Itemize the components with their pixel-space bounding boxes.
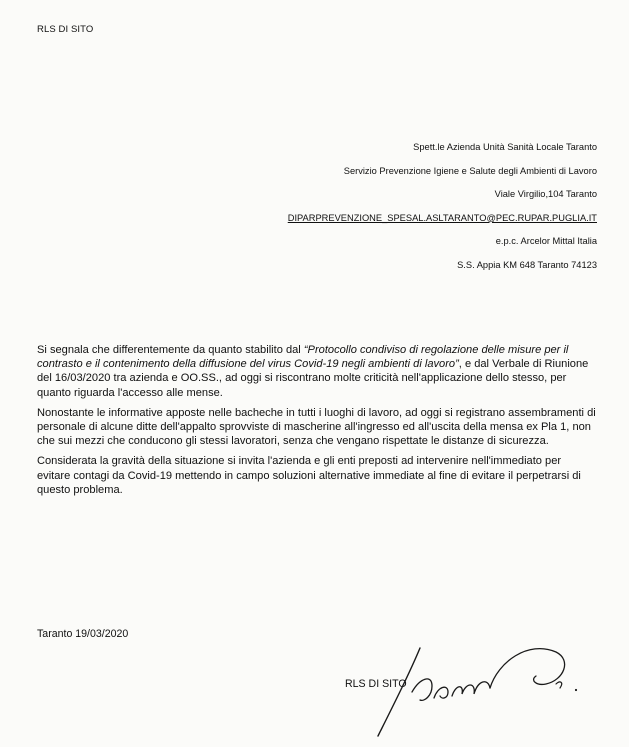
paragraph-1-intro: Si segnala che differentemente da quanto stabilito dal — [37, 344, 304, 356]
recipient-block — [127, 136, 597, 278]
recipient-line: S.S. Appia KM 648 Taranto 74123 — [457, 259, 597, 270]
paragraph-1 — [37, 343, 597, 400]
recipient-line: Viale Virgilio,104 Taranto — [494, 189, 597, 200]
signature-label: RLS DI SITO — [345, 678, 407, 690]
paragraph-2: Nonostante le informative apposte nelle bacheche in tutti i luoghi di lavoro, ad oggi si registrano assembramenti di personale di alcune ditte dell'appalto sprovviste di mascherine all'ingresso ed all'uscita della mensa ex Pla 1, non che sui mezzi che conducono gli stessi lavoratori, senza che vengano rispettate le distanze di sicurezza. — [37, 406, 596, 448]
protocol-title: “Protocollo condiviso di regolazione delle misure per il contrasto e il contenimento della diffusione del virus Covid-19 negli ambienti di lavoro” — [37, 344, 569, 371]
place-date: Taranto 19/03/2020 — [37, 628, 129, 640]
recipient-line: e.p.c. Arcelor Mittal Italia — [495, 236, 597, 247]
recipient-email: DIPARPREVENZIONE_SPESAL.ASLTARANTO@PEC.RUPAR.PUGLIA.IT — [287, 212, 597, 223]
recipient-line: Servizio Prevenzione Igiene e Salute degli Ambienti di Lavoro — [343, 165, 597, 176]
letter-body — [37, 343, 597, 503]
paragraph-1-rest: , e dal Verbale di Riunione del 16/03/2020 tra azienda e OO.SS., ad oggi si riscontrano molte criticità nell'applicazione dello stesso, per quanto riguarda l'accesso alle mense. — [37, 358, 589, 399]
handwritten-signature — [360, 632, 600, 744]
recipient-line: Spett.le Azienda Unità Sanità Locale Taranto — [413, 142, 597, 152]
sender-header: RLS DI SITO — [37, 24, 94, 35]
paragraph-3: Considerata la gravità della situazione si invita l'azienda e gli enti preposti ad intervenire nell'immediato per evitare contagi da Covid-19 mettendo in campo soluzioni alternative immediate al fine di evitare il perpetrarsi di questo problema. — [37, 455, 581, 496]
